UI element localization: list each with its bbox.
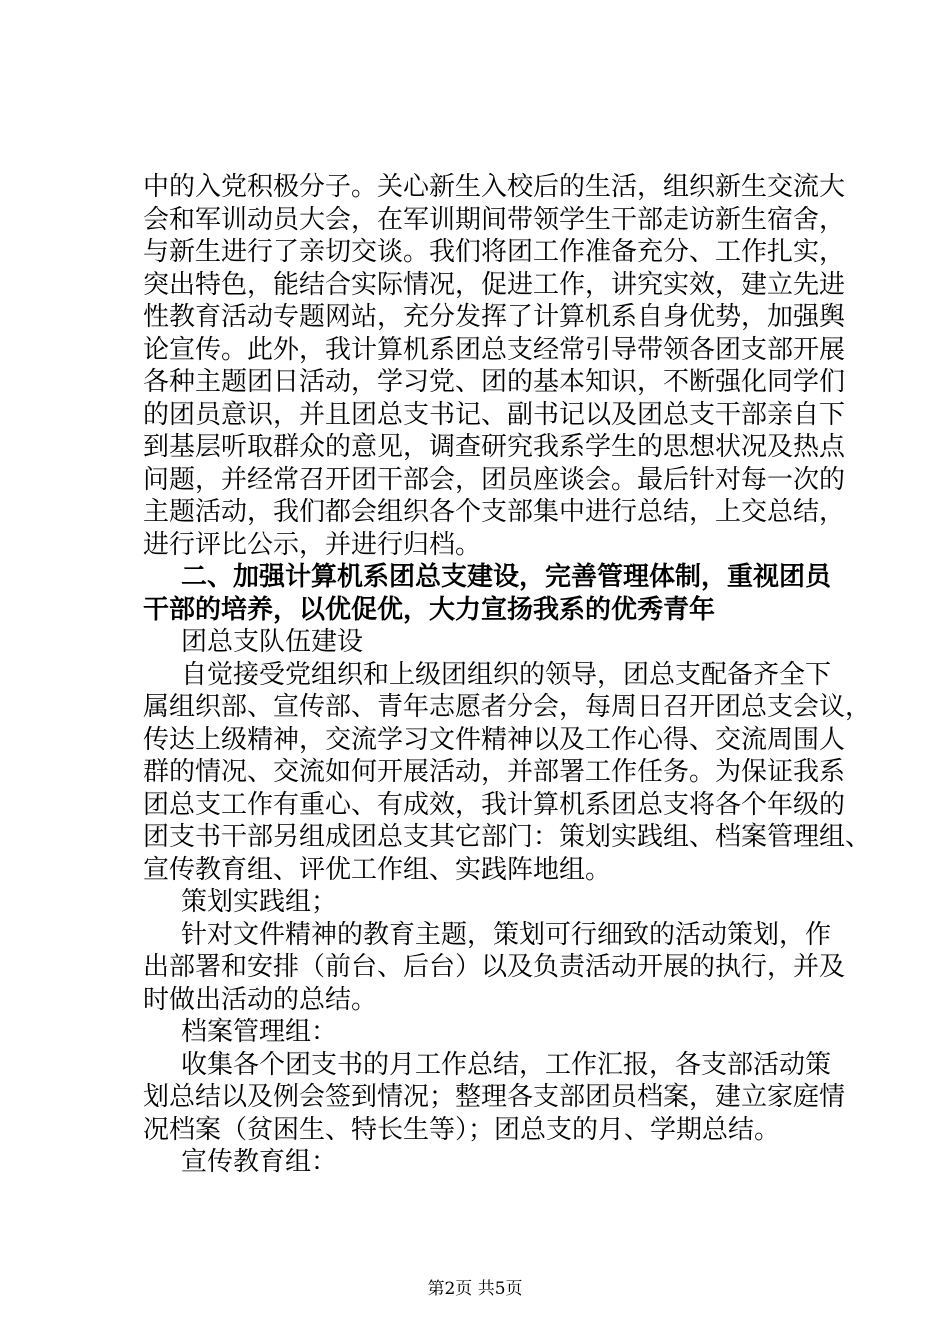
paragraph-line: 到基层听取群众的意见，调查研究我系学生的思想状况及热点 xyxy=(143,432,846,462)
paragraph-line: 与新生进行了亲切交谈。我们将团工作准备充分、工作扎实， xyxy=(143,237,846,267)
paragraph-line: 属组织部、宣传部、青年志愿者分会，每周日召开团总支会议， xyxy=(143,692,872,722)
paragraph-line: 宣传教育组： xyxy=(181,1147,338,1177)
paragraph-line: 自觉接受党组织和上级团组织的领导，团总支配备齐全下 xyxy=(181,659,832,690)
paragraph-line: 策划实践组； xyxy=(181,887,338,917)
paragraph-line: 出部署和安排（前台、后台）以及负责活动开展的执行，并及 xyxy=(143,952,846,982)
paragraph-line: 传达上级精神，交流学习文件精神以及工作心得、交流周围人 xyxy=(143,724,846,755)
paragraph-line: 会和军训动员大会，在军训期间带领学生干部走访新生宿舍， xyxy=(143,204,846,235)
paragraph-line: 团总支队伍建设 xyxy=(181,627,364,657)
paragraph-line: 针对文件精神的教育主题，策划可行细致的活动策划，作 xyxy=(181,919,832,950)
paragraph-line: 中的入党积极分子。关心新生入校后的生活，组织新生交流大 xyxy=(143,172,846,202)
paragraph-line: 收集各个团支书的月工作总结，工作汇报，各支部活动策 xyxy=(181,1049,832,1080)
paragraph-line: 论宣传。此外，我计算机系团总支经常引导带领各团支部开展 xyxy=(143,334,846,365)
paragraph-line: 问题，并经常召开团干部会，团员座谈会。最后针对每一次的 xyxy=(143,464,846,495)
paragraph-line: 突出特色，能结合实际情况，促进工作，讲究实效，建立先进 xyxy=(143,269,846,300)
paragraph-line: 各种主题团日活动，学习党、团的基本知识，不断强化同学们 xyxy=(143,367,846,397)
paragraph-line: 宣传教育组、评优工作组、实践阵地组。 xyxy=(143,854,612,885)
document-body xyxy=(143,171,872,1179)
paragraph-line: 进行评比公示，并进行归档。 xyxy=(143,529,482,560)
paragraph-line: 的团员意识，并且团总支书记、副书记以及团总支干部亲自下 xyxy=(143,399,846,430)
paragraph-line: 群的情况、交流如何开展活动，并部署工作任务。为保证我系 xyxy=(143,757,846,787)
paragraph-line: 划总结以及例会签到情况；整理各支部团员档案，建立家庭情 xyxy=(143,1082,846,1112)
paragraph-line: 档案管理组： xyxy=(181,1017,338,1047)
paragraph-line: 性教育活动专题网站，充分发挥了计算机系自身优势，加强舆 xyxy=(143,302,846,332)
paragraph-line: 团支书干部另组成团总支其它部门：策划实践组、档案管理组、 xyxy=(143,822,872,852)
paragraph-line: 时做出活动的总结。 xyxy=(143,984,378,1015)
section-heading-line: 干部的培养，以优促优，大力宣扬我系的优秀青年 xyxy=(143,594,716,625)
page-footer xyxy=(0,1274,950,1299)
paragraph-line: 团总支工作有重心、有成效，我计算机系团总支将各个年级的 xyxy=(143,789,846,820)
paragraph-line: 主题活动，我们都会组织各个支部集中进行总结，上交总结， xyxy=(143,497,846,527)
page-number-label: 第2页 共5页 xyxy=(427,1279,523,1299)
section-heading-line: 二、加强计算机系团总支建设，完善管理体制，重视团员 xyxy=(181,562,832,592)
paragraph-line: 况档案（贫困生、特长生等）；团总支的月、学期总结。 xyxy=(143,1114,781,1145)
